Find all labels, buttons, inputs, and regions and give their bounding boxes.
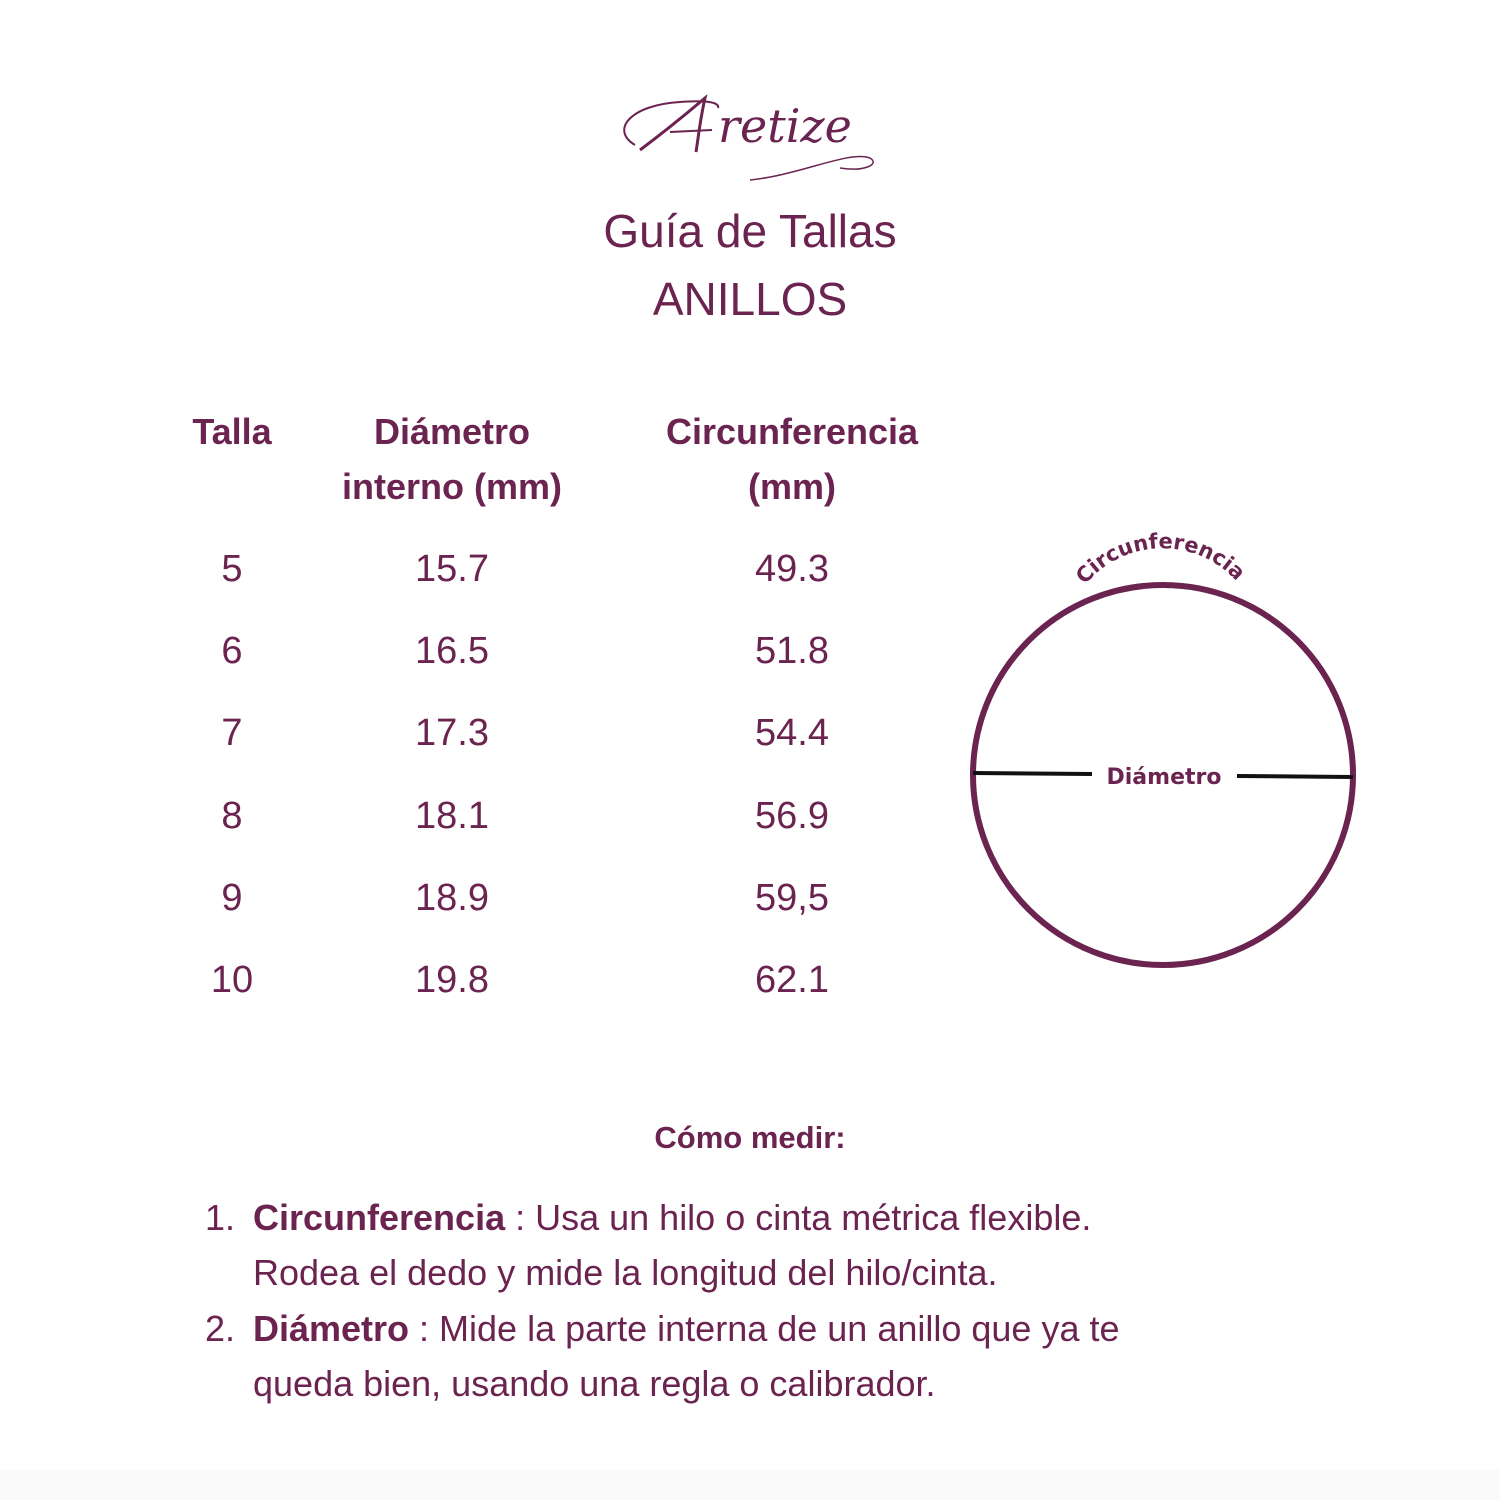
ring-diagram [955,520,1375,990]
step-number: 1. [205,1197,236,1238]
row-diameter: 19.8 [415,959,489,1001]
row-circumference: 59,5 [755,877,829,919]
brand-logo [600,80,900,190]
row-size: 10 [210,959,254,1001]
how-to-measure-title: Cómo medir: [654,1120,846,1155]
header-diameter-line1: Diámetro [373,411,531,452]
step-text: : Usa un hilo o cinta métrica flexible. [505,1197,1092,1238]
step-text-continued: queda bien, usando una regla o calibrador. [253,1363,936,1404]
row-size: 6 [221,630,243,672]
list-item [205,1301,1285,1411]
row-circumference: 54.4 [755,712,829,754]
header-circumference-line1: Circunferencia [665,411,919,452]
bottom-strip [0,1470,1500,1500]
circumference-label: Circunferencia [1070,529,1251,589]
header-diameter-line2: interno (mm) [342,466,562,507]
row-diameter: 17.3 [415,712,489,754]
header-size: Talla [192,411,272,452]
diameter-line-right [1237,776,1353,777]
row-circumference: 49.3 [755,548,829,590]
row-circumference: 62.1 [755,959,829,1001]
row-size: 7 [221,712,243,754]
list-item [205,1190,1285,1300]
row-diameter: 18.9 [415,877,489,919]
row-diameter: 18.1 [415,795,489,837]
step-text: : Mide la parte interna de un anillo que ya te [409,1308,1120,1349]
page-title: Guía de Tallas [603,205,897,257]
instructions-list [205,1190,1285,1412]
row-diameter: 16.5 [415,630,489,672]
row-diameter: 15.7 [415,548,489,590]
row-circumference: 51.8 [755,630,829,672]
step-term: Circunferencia [253,1197,506,1238]
step-term: Diámetro [253,1308,410,1349]
diameter-line-left [973,773,1092,774]
step-text-continued: Rodea el dedo y mide la longitud del hilo/cinta. [253,1252,998,1293]
row-circumference: 56.9 [755,795,829,837]
svg-text:retize: retize [718,99,852,153]
logo-wordmark [600,80,900,190]
row-size: 9 [221,877,243,919]
step-number: 2. [205,1308,236,1349]
header-circumference-line2: (mm) [748,466,836,507]
row-size: 5 [221,548,243,590]
page-subtitle: ANILLOS [652,273,848,325]
diameter-label: Diámetro [1106,765,1222,790]
row-size: 8 [221,795,243,837]
